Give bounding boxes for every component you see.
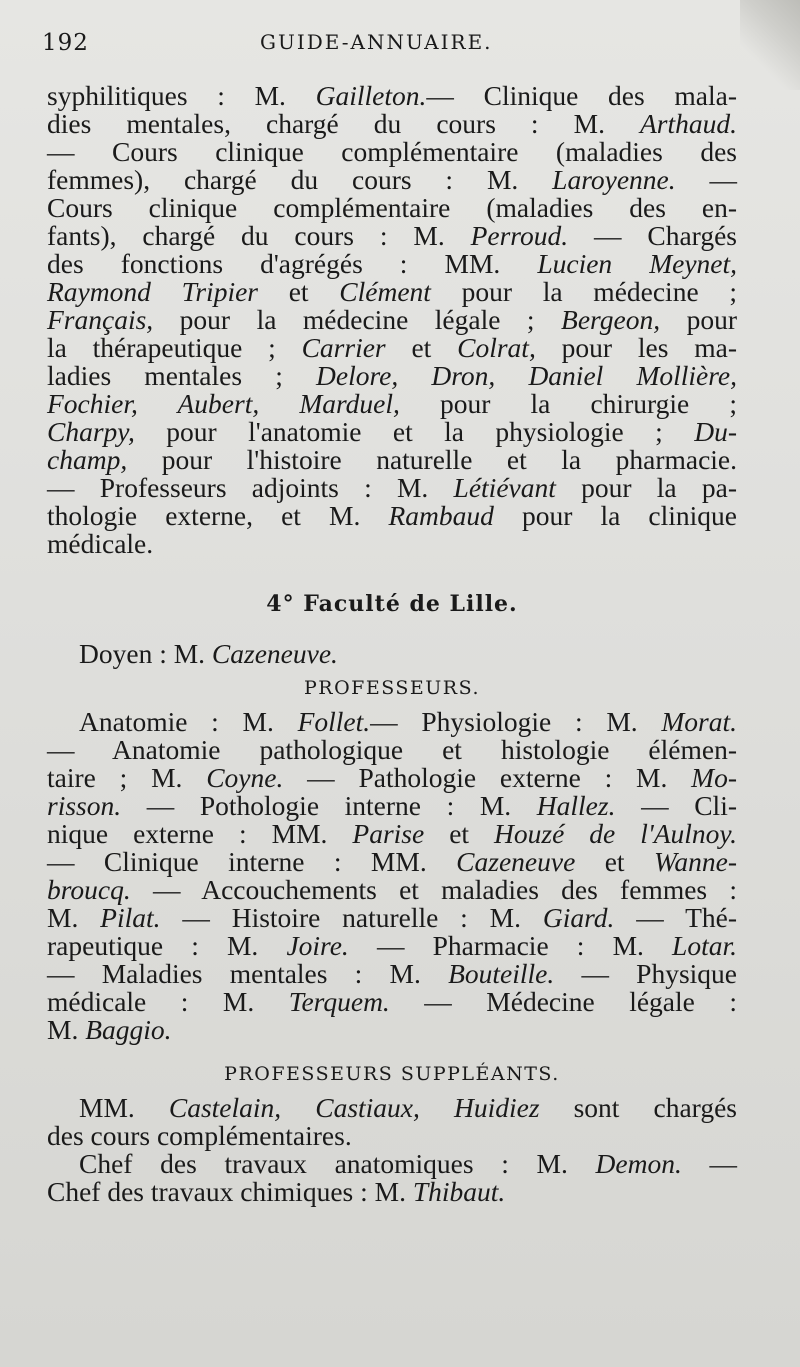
text-line: thologie externe, et M. Rambaud pour la clinique: [47, 500, 738, 531]
text-line: des cours complémentaires.: [47, 1120, 352, 1151]
text-line: — Professeurs adjoints : M. Létiévant pour la pa-: [47, 472, 737, 503]
text-line: Chef des travaux anatomiques : M. Demon. —: [79, 1148, 738, 1179]
text-line: — Maladies mentales : M. Bouteille. — Physique: [47, 958, 738, 989]
text-line: Fochier, Aubert, Marduel, pour la chirurgie ;: [47, 388, 737, 419]
running-head: [42, 30, 760, 64]
text-line: Charpy, pour l'anatomie et la physiologie ; Du-: [47, 416, 737, 447]
text-line: rapeutique : M. Joire. — Pharmacie : M. Lotar.: [47, 930, 737, 961]
text-line: champ, pour l'histoire naturelle et la pharmacie.: [47, 444, 737, 475]
text-line: Anatomie : M. Follet.— Physiologie : M. Morat.: [79, 706, 737, 737]
text-line: femmes), chargé du cours : M. Laroyenne. —: [47, 164, 737, 195]
substitutes-heading: PROFESSEURS SUPPLÉANTS.: [224, 1063, 560, 1085]
text-line: la thérapeutique ; Carrier et Colrat, pour les ma-: [47, 332, 737, 363]
text-line: broucq. — Accouchements et maladies des femmes :: [47, 874, 737, 905]
text-line: risson. — Pothologie interne : M. Hallez. — Cli-: [47, 790, 737, 821]
page-body: [47, 82, 737, 1206]
substitutes-paragraph: [47, 1094, 737, 1206]
text-line: taire ; M. Coyne. — Pathologie externe : M. Mo-: [47, 762, 737, 793]
text-line: syphilitiques : M. Gailleton.— Clinique des mala-: [47, 80, 737, 111]
text-line: Chef des travaux chimiques : M. Thibaut.: [47, 1176, 506, 1207]
text-line: Cours clinique complémentaire (maladies des en-: [47, 192, 737, 223]
section-title-lille: 4° Faculté de Lille.: [266, 591, 518, 617]
text-line: Français, pour la médecine légale ; Bergeon, pour: [47, 304, 737, 335]
dean-line: Doyen : M. Cazeneuve.: [79, 638, 338, 669]
text-line: Raymond Tripier et Clément pour la médecine ;: [47, 276, 738, 307]
text-line: médicale : M. Terquem. — Médecine légale :: [47, 986, 737, 1017]
text-line: dies mentales, chargé du cours : M. Arthaud.: [47, 108, 737, 139]
professors-heading: PROFESSEURS.: [304, 677, 480, 699]
lyon-continuation: [47, 82, 737, 558]
text-line: nique externe : MM. Parise et Houzé de l'Aulnoy.: [47, 818, 738, 849]
text-line: — Clinique interne : MM. Cazeneuve et Wanne-: [47, 846, 737, 877]
text-line: fants), chargé du cours : M. Perroud. — Chargés: [47, 220, 737, 251]
text-line: M. Baggio.: [47, 1014, 172, 1045]
professors-paragraph: [47, 708, 737, 1044]
text-line: MM. Castelain, Castiaux, Huidiez sont chargés: [79, 1092, 737, 1123]
text-line: — Anatomie pathologique et histologie élémen-: [47, 734, 737, 765]
text-line: M. Pilat. — Histoire naturelle : M. Giard. — Thé-: [47, 902, 738, 933]
text-line: ladies mentales ; Delore, Dron, Daniel Mollière,: [47, 360, 737, 391]
page-number: 192: [42, 30, 89, 56]
text-line: médicale.: [47, 528, 154, 559]
running-title: GUIDE-ANNUAIRE.: [260, 30, 493, 54]
text-line: des fonctions d'agrégés : MM. Lucien Meynet,: [47, 248, 738, 279]
text-line: — Cours clinique complémentaire (maladies des: [47, 136, 737, 167]
